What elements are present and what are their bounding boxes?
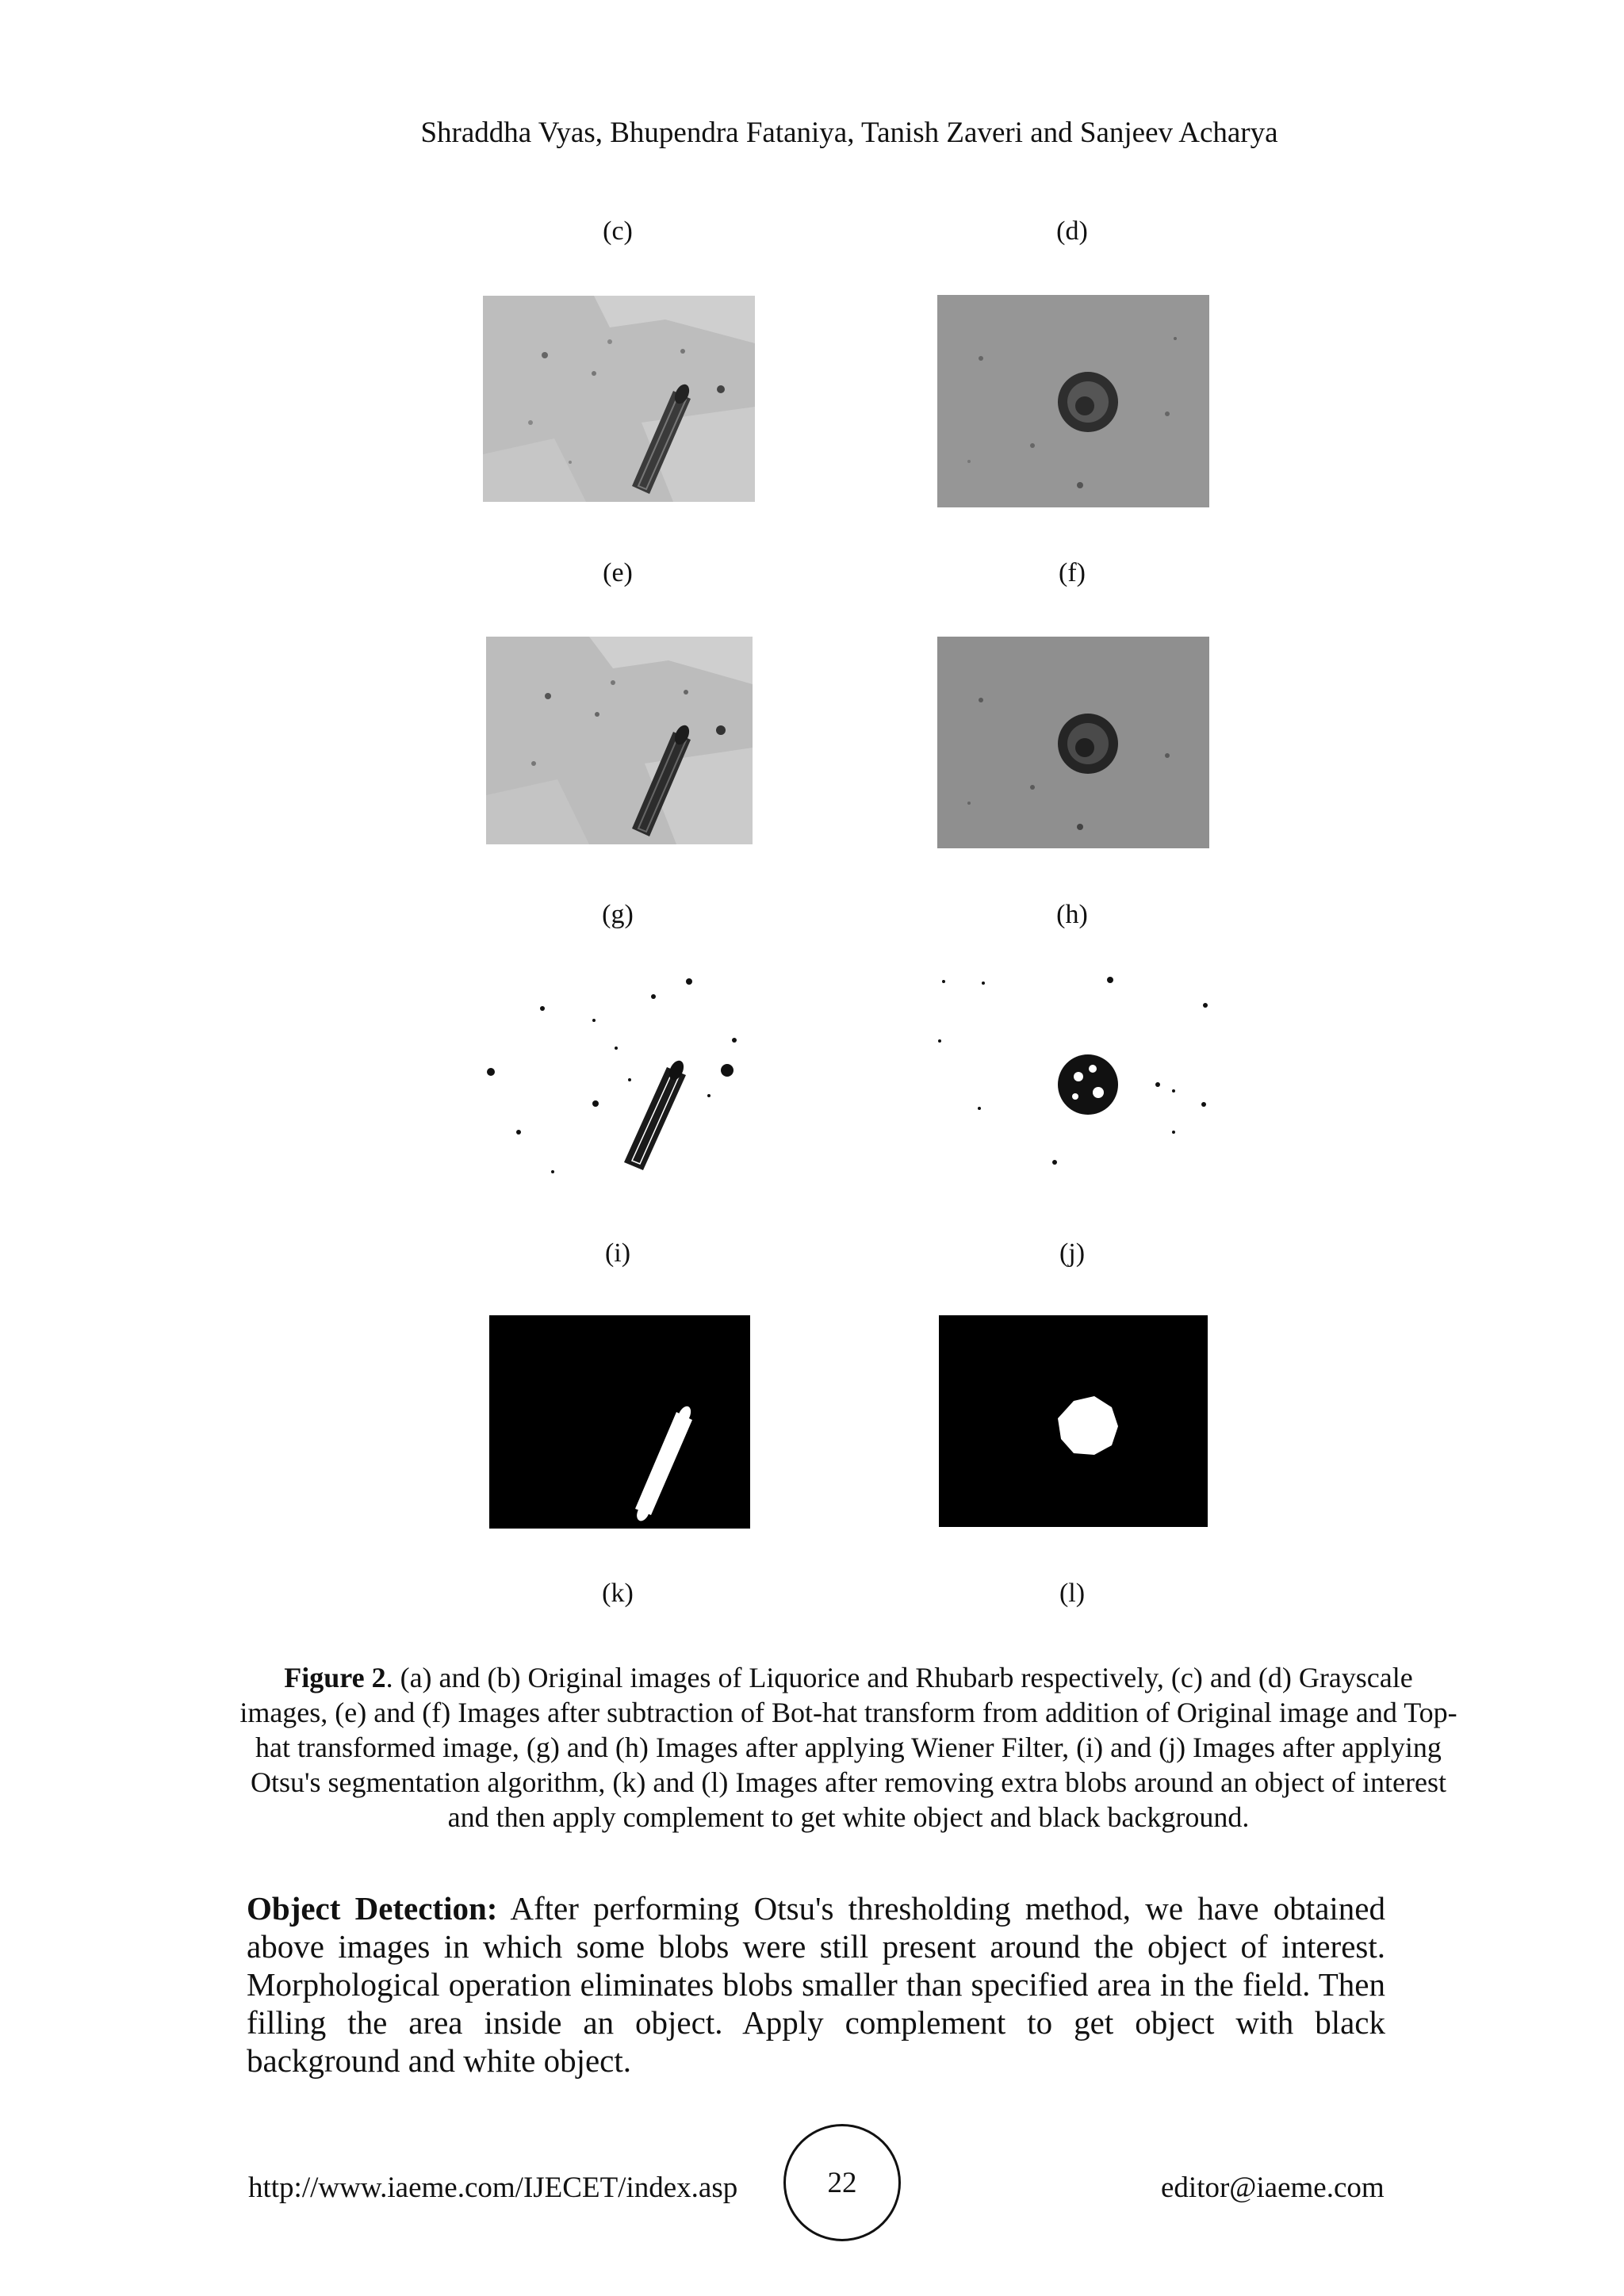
footer-editor-email[interactable]: editor@iaeme.com [1161,2172,1385,2204]
subfig-label-e: (e) [603,558,633,587]
image-c-liquorice-grayscale [483,296,755,502]
object-detection-heading: Object Detection: [247,1890,498,1927]
image-d-rhubarb-grayscale [937,295,1209,507]
figure-caption-text: . (a) and (b) Original images of Liquorice and Rhubarb respectively, (c) and (d) Grayscale images, (e) and (f) Images after subtraction of Bot-hat transform from addition of Original image and Top-hat transformed image, (g) and (h) Images after applying Wiener Filter, (i) and (j) Images after applying Otsu's segmentation algorithm, (k) and (l) Images after removing extra blobs around an object of interest and then apply complement to get white object and black background. [239,1662,1457,1833]
subfig-label-j: (j) [1059,1238,1086,1268]
subfig-label-h: (h) [1056,900,1088,929]
page-number-text: 22 [827,2166,857,2199]
subfig-label-i: (i) [604,1238,631,1268]
footer-journal-url[interactable]: http://www.iaeme.com/IJECET/index.asp [248,2172,738,2204]
object-detection-text: After performing Otsu's thresholding method, we have obtained above images in which some blobs were still present around the object of interest. Morphological operation eliminates blobs smaller than specified area in the field. Then filling the area inside an object. Apply complement to get object with black background and white object. [247,1890,1385,2079]
image-g-liquorice-wiener [483,977,755,1192]
image-h-rhubarb-wiener [936,974,1209,1188]
figure-caption-lead: Figure 2 [284,1662,386,1693]
subfig-label-d: (d) [1056,216,1088,246]
subfig-label-g: (g) [602,900,634,929]
figure-caption [238,1660,1459,1835]
image-j-rhubarb-segmented [939,1315,1208,1527]
image-i-liquorice-segmented [489,1315,750,1529]
object-detection-paragraph [247,1889,1385,2080]
subfig-label-k: (k) [602,1578,634,1608]
page-number [783,2124,901,2241]
image-f-rhubarb-hat-transform [937,637,1209,848]
running-head-authors: Shraddha Vyas, Bhupendra Fataniya, Tanish Zaveri and Sanjeev Acharya [420,117,1278,149]
subfig-label-l: (l) [1059,1578,1086,1608]
subfig-label-c: (c) [603,216,633,246]
image-e-liquorice-hat-transform [486,637,753,844]
subfig-label-f: (f) [1059,558,1086,587]
